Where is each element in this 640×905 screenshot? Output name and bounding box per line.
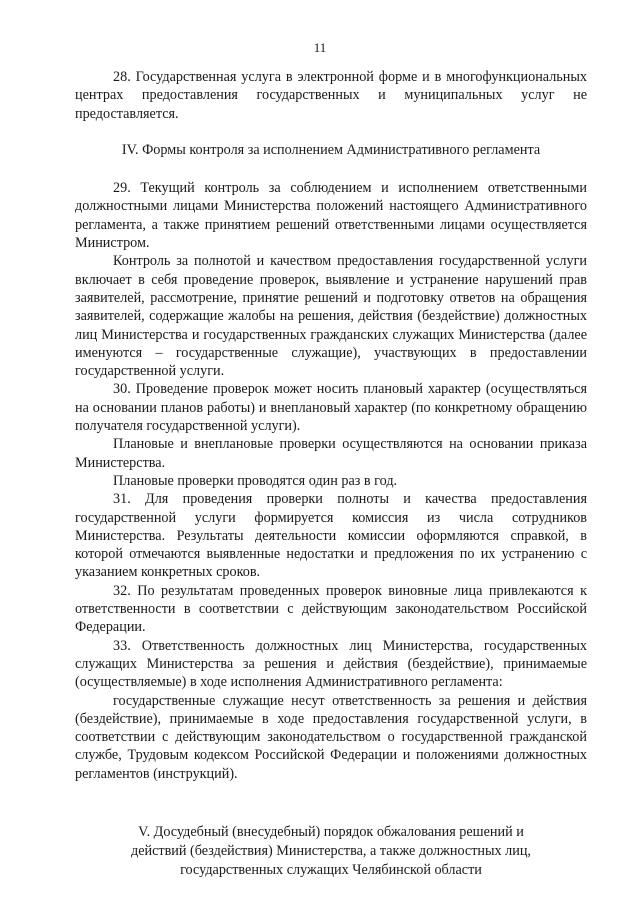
paragraph-planned-yearly: Плановые проверки проводятся один раз в год. [113, 472, 398, 489]
paragraph-29: 29. Текущий контроль за соблюдением и исполнением ответственными должностными лицами Министерства положений настоящего Административного регламента, а также принятием решений ответственными лицами осуществляется Министром. [75, 180, 587, 252]
paragraph-28: 28. Государственная услуга в электронной форме и в многофункциональных центрах предоставления государственных и муниципальных услуг не предоставляется. [75, 69, 587, 122]
paragraph-30: 30. Проведение проверок может носить плановый характер (осуществляться на основании планов работы) и внеплановый характер (по конкретному обращению получателя государственной услуги). [75, 381, 587, 435]
paragraph-control: Контроль за полнотой и качеством предоставления государственной услуги включает в себя проведение проверок, выявление и устранение нарушений прав заявителей, рассмотрение, принятие решений и подготовку ответов на обращения заявителей, содержащие жалобы на решения, действия (бездействие) должностных лиц Министерства и государственных гражданских служащих Министерства (далее именуются – государственные служащие), участвующих в предоставлении государственной услуги. [75, 253, 587, 380]
section-5-heading-line: действий (бездействия) Министерства, а также должностных лиц, [131, 842, 531, 859]
paragraph-31: 31. Для проведения проверки полноты и качества предоставления государственной услуги формируется комиссия из числа сотрудников Министерства. Результаты деятельности комиссии оформляются справкой, в которой отмечаются выявленные недостатки и предложения по их устранению с указанием конкретных сроков. [75, 491, 587, 581]
section-5-heading [75, 823, 587, 880]
paragraph-planned-unplanned: Плановые и внеплановые проверки осуществляются на основании приказа Министерства. [75, 436, 587, 471]
paragraph-responsibility: государственные служащие несут ответственность за решения и действия (бездействие), принимаемые в ходе предоставления государственной услуги, в соответствии с действующим законодательством о государственной гражданской службе, Трудовым кодексом Российской Федерации и положениями должностных регламентов (инструкций). [75, 692, 587, 782]
paragraph-33: 33. Ответственность должностных лиц Министерства, государственных служащих Министерства за решения и действия (бездействие), принимаемые (осуществляемые) в ходе исполнения Административного регламента: [75, 637, 587, 691]
paragraph-32: 32. По результатам проведенных проверок виновные лица привлекаются к ответственности в соответствии с действующим законодательством Российской Федерации. [75, 582, 587, 636]
page-number: 11 [313, 40, 327, 55]
section-4-heading: IV. Формы контроля за исполнением Административного регламента [121, 141, 541, 158]
section-5-heading-line: государственных служащих Челябинской области [180, 861, 482, 878]
section-5-heading-line: V. Досудебный (внесудебный) порядок обжалования решений и [138, 823, 524, 840]
page-content [75, 68, 587, 880]
